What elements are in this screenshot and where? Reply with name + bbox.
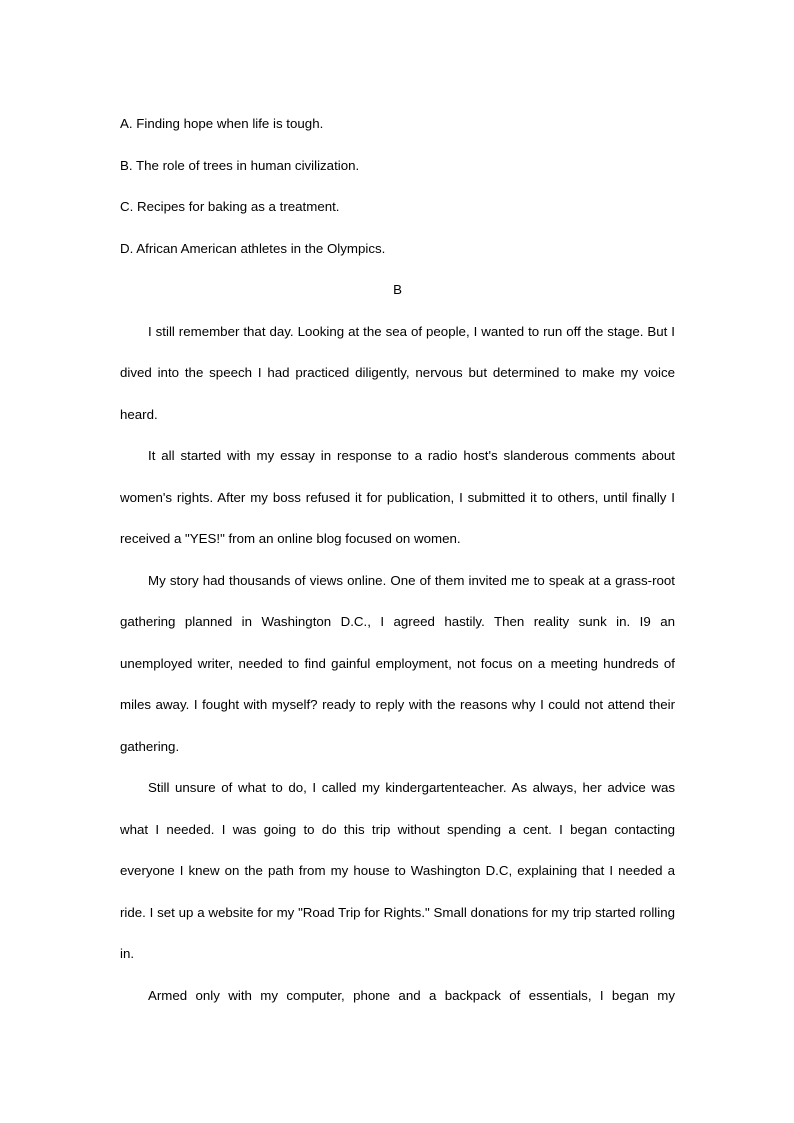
section-label: B [393,282,402,297]
paragraph-3: My story had thousands of views online. One of them invited me to speak at a grass-root gathering planned in Washington D.C., I agreed hastily. Then reality sunk in. I9 an unemployed writer, needed to find gainful employment, not focus on a meeting hundreds of miles away. I fought with myself? ready to reply with the reasons why I could not attend their gathering. [120,572,675,754]
answer-option-b: B. The role of trees in human civilization. [120,157,360,173]
answer-option-d: D. African American athletes in the Olympics. [120,240,386,256]
answer-option-c: C. Recipes for baking as a treatment. [120,199,340,214]
paragraph-5: Armed only with my computer, phone and a backpack of essentials, I began my [148,987,675,1003]
paragraph-2: It all started with my essay in response to a radio host's slanderous comments about women's rights. After my boss refused it for publication, I submitted it to others, until finally I received a "YES!" from an online blog focused on women. [120,448,675,546]
document-page [120,103,675,1016]
answer-option-a: A. Finding hope when life is tough. [120,116,324,131]
paragraph-1: I still remember that day. Looking at the sea of people, I wanted to run off the stage. But I dived into the speech I had practiced diligently, nervous but determined to make my voice heard. [120,323,675,422]
paragraph-4: Still unsure of what to do, I called my kindergartenteacher. As always, her advice was what I needed. I was going to do this trip without spending a cent. I began contacting everyone I knew on the path from my house to Washington D.C, explaining that I needed a ride. I set up a website for my "Road Trip for Rights." Small donations for my trip started rolling in. [120,780,675,961]
